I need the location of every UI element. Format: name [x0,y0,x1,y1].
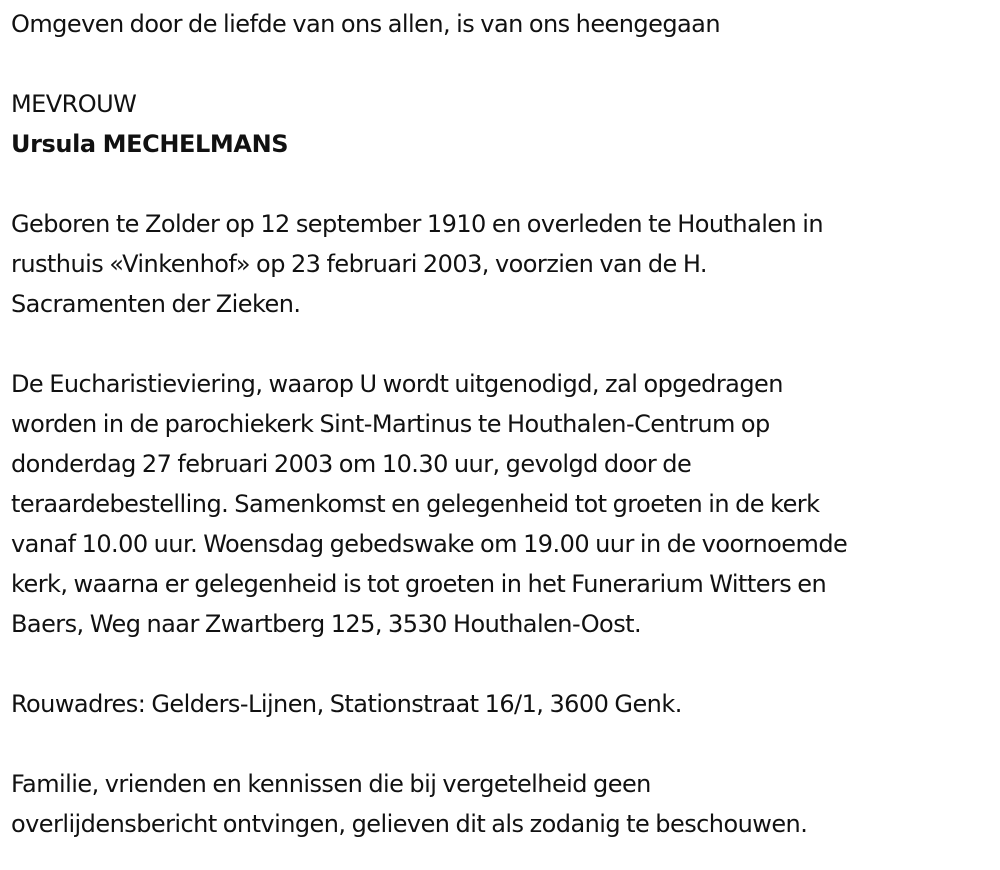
spacer [11,644,996,684]
paragraph-line: Familie, vrienden en kennissen die bij vergetelheid geen [11,770,651,798]
birth-death-paragraph [11,204,996,324]
paragraph-line: Geboren te Zolder op 12 september 1910 en overleden te Houthalen in [11,210,824,238]
spacer [11,324,996,364]
mourning-address: Rouwadres: Gelders-Lijnen, Stationstraat 16/1, 3600 Genk. [11,690,682,718]
paragraph-line: Baers, Weg naar Zwartberg 125, 3530 Houthalen-Oost. [11,610,642,638]
ceremony-paragraph [11,364,996,644]
spacer [11,44,996,84]
paragraph-line: kerk, waarna er gelegenheid is tot groeten in het Funerarium Witters en [11,570,827,598]
paragraph-line: De Eucharistieviering, waarop U wordt uitgenodigd, zal opgedragen [11,370,783,398]
paragraph-line: donderdag 27 februari 2003 om 10.30 uur, gevolgd door de [11,450,692,478]
honorific-title: MEVROUW [11,90,137,118]
paragraph-line: rusthuis «Vinkenhof» op 23 februari 2003, voorzien van de H. [11,250,708,278]
paragraph-line: teraardebestelling. Samenkomst en gelegenheid tot groeten in de kerk [11,490,820,518]
spacer [11,724,996,764]
paragraph-line: vanaf 10.00 uur. Woensdag gebedswake om 19.00 uur in de voornoemde [11,530,848,558]
spacer [11,164,996,204]
paragraph-line: overlijdensbericht ontvingen, gelieven dit als zodanig te beschouwen. [11,810,808,838]
paragraph-line: worden in de parochiekerk Sint-Martinus te Houthalen-Centrum op [11,410,770,438]
closing-paragraph [11,764,996,844]
deceased-name: Ursula MECHELMANS [11,130,289,158]
obituary-notice [11,4,996,844]
paragraph-line: Sacramenten der Zieken. [11,290,301,318]
intro-line: Omgeven door de liefde van ons allen, is van ons heengegaan [11,10,720,38]
